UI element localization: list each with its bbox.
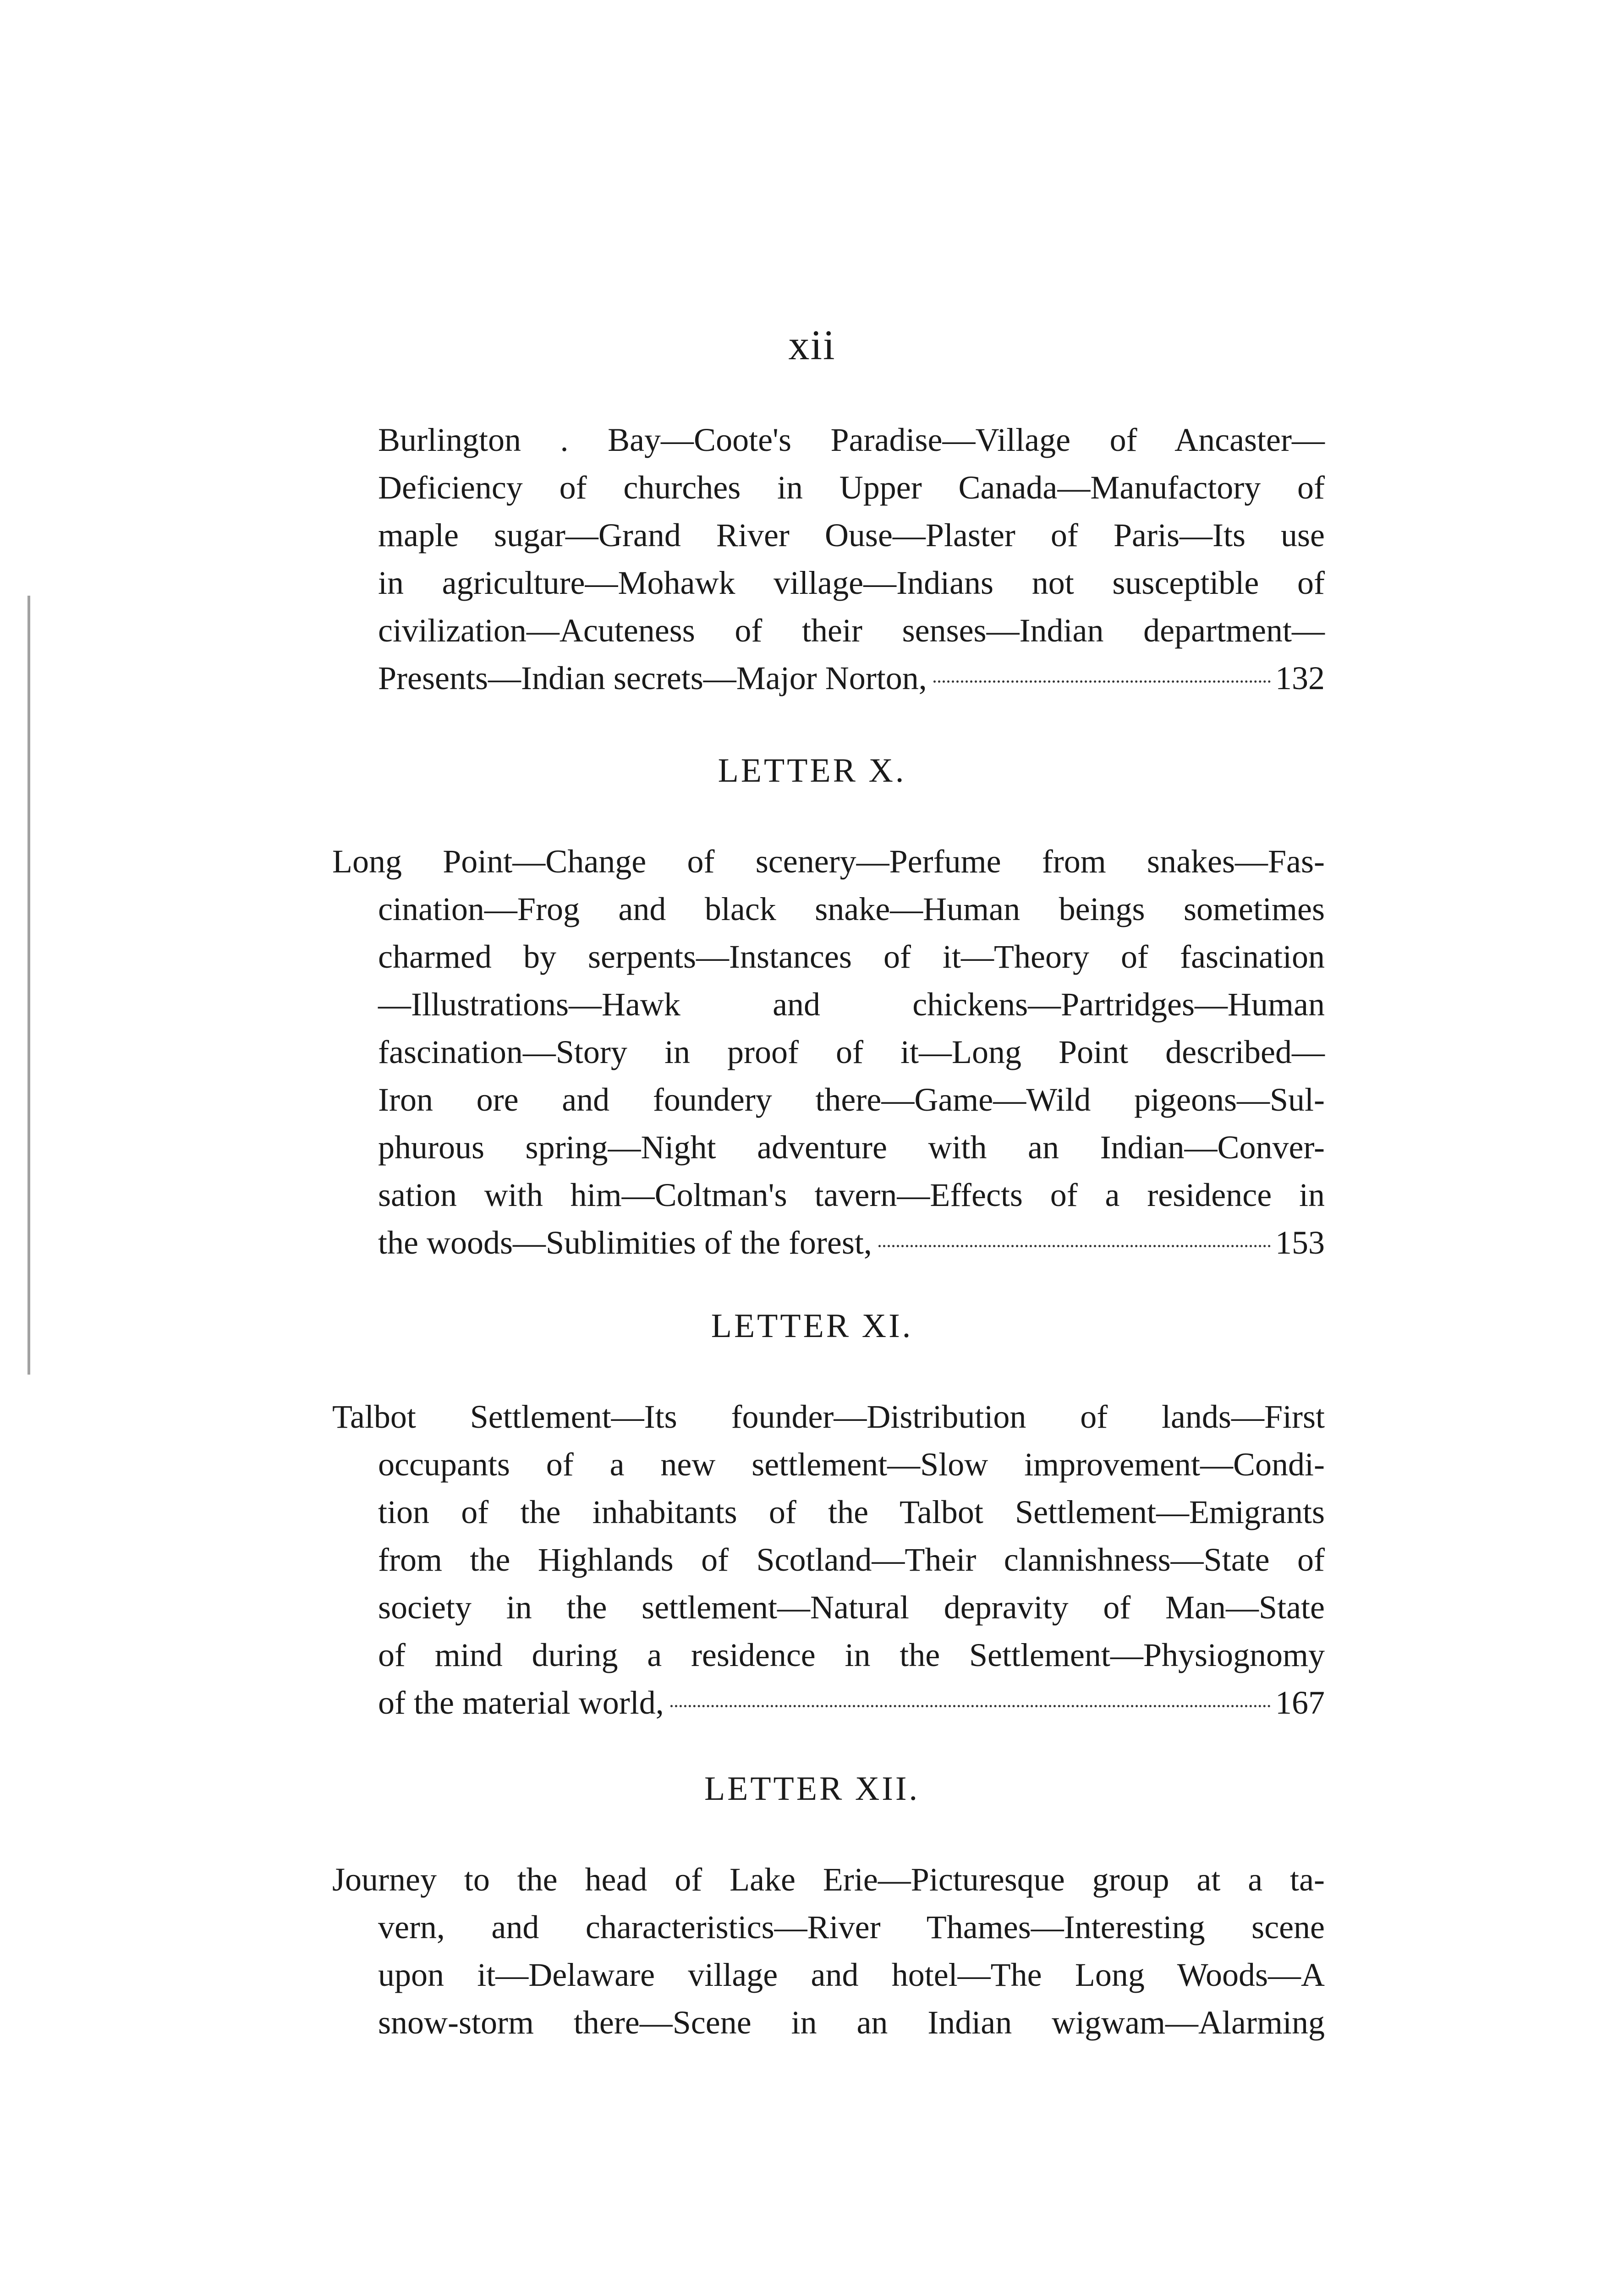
entry-line: vern, and characteristics—River Thames—Interesting scene [378,1909,1325,1946]
entry-line: snow-storm there—Scene in an Indian wigwam—Alarming [378,2004,1325,2041]
entry-last-line [378,1679,1325,1726]
dot-leader [670,1705,1271,1707]
entry-line: civilization—Acuteness of their senses—Indian department— [378,612,1325,649]
entry-line: from the Highlands of Scotland—Their clannishness—State of [378,1541,1325,1578]
entry-last-line [378,1219,1325,1266]
letter-heading-xi: LETTER XI. [711,1307,913,1345]
entry-line: Burlington . Bay—Coote's Paradise—Village of Ancaster— [378,422,1325,458]
toc-entry-letter-xii [332,1856,1325,2046]
entry-line-text: Presents—Indian secrets—Major Norton, [378,660,927,696]
entry-line: Talbot Settlement—Its founder—Distribution of lands—First [332,1398,1325,1435]
scan-edge-left [27,596,30,1375]
dot-leader [878,1245,1271,1247]
page-number: xii [788,322,836,368]
entry-line: Journey to the head of Lake Erie—Picturesque group at a ta- [332,1861,1325,1898]
entry-line: tion of the inhabitants of the Talbot Settlement—Emigrants [378,1494,1325,1530]
entry-line: phurous spring—Night adventure with an Indian—Conver- [378,1129,1325,1166]
entry-line: in agriculture—Mohawk village—Indians not susceptible of [378,565,1325,601]
page-reference: 167 [1275,1684,1325,1721]
entry-last-line [378,654,1325,702]
entry-line: of mind during a residence in the Settlement—Physiognomy [378,1637,1325,1673]
entry-line: fascination—Story in proof of it—Long Point described— [378,1034,1325,1070]
entry-line: Deficiency of churches in Upper Canada—Manufactory of [378,469,1325,506]
entry-line: sation with him—Coltman's tavern—Effects of a residence in [378,1177,1325,1213]
entry-line: —Illustrations—Hawk and chickens—Partridges—Human [378,986,1325,1023]
entry-line: society in the settlement—Natural depravity of Man—State [378,1589,1325,1626]
letter-heading-x: LETTER X. [718,752,906,789]
entry-line: maple sugar—Grand River Ouse—Plaster of Paris—Its use [378,517,1325,554]
entry-line: upon it—Delaware village and hotel—The Long Woods—A [378,1957,1325,1993]
entry-line: Long Point—Change of scenery—Perfume from snakes—Fas- [332,843,1325,880]
entry-line: Iron ore and foundery there—Game—Wild pigeons—Sul- [378,1081,1325,1118]
entry-line-text: of the material world, [378,1684,664,1721]
entry-line: charmed by serpents—Instances of it—Theory of fascination [378,938,1325,975]
toc-entry-burlington [378,416,1325,702]
letter-heading-xii: LETTER XII. [704,1770,920,1808]
entry-line: cination—Frog and black snake—Human beings sometimes [378,891,1325,927]
entry-line-text: the woods—Sublimities of the forest, [378,1224,872,1261]
entry-line: occupants of a new settlement—Slow improvement—Condi- [378,1446,1325,1483]
page-reference: 153 [1275,1224,1325,1261]
toc-entry-letter-xi [332,1393,1325,1726]
page-reference: 132 [1275,660,1325,696]
dot-leader [933,680,1271,683]
toc-entry-letter-x [332,838,1325,1266]
